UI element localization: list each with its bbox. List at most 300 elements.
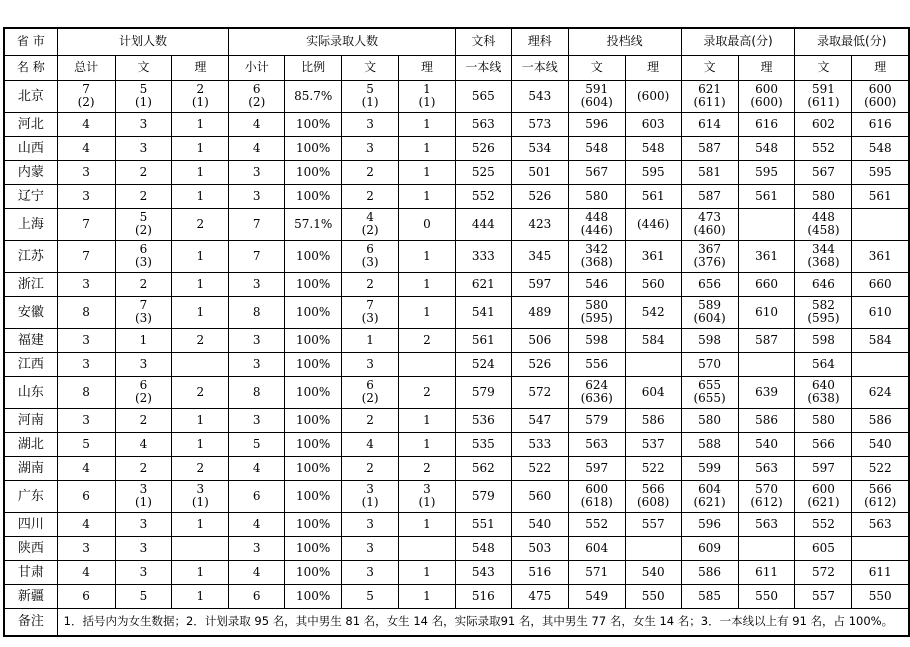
min-li-value: 566 <box>868 482 892 496</box>
actual-ratio-cell <box>285 376 342 408</box>
max-wen-value: 367 <box>698 242 722 256</box>
actual-li-cell <box>399 456 456 480</box>
actual-li-cell <box>399 376 456 408</box>
actual-li-cell <box>399 240 456 272</box>
actual-wen-cell <box>342 328 399 352</box>
actual-wen-cell <box>342 80 399 112</box>
max-li-value: 600 <box>755 82 778 96</box>
actual-li-value: 1 <box>423 82 431 96</box>
table-row <box>4 408 909 432</box>
actual-subtotal-value: 7 <box>252 216 261 231</box>
header-wen-line-top: 文科 <box>455 28 511 55</box>
toudang-li-female-value: (608) <box>637 495 670 509</box>
actual-subtotal-value: 7 <box>252 248 261 263</box>
actual-ratio-cell <box>285 136 342 160</box>
min-li-cell <box>852 480 909 512</box>
actual-subtotal-value: 3 <box>252 356 261 371</box>
li-line-value: 547 <box>528 412 552 427</box>
actual-ratio-value: 100% <box>296 540 331 555</box>
province-cell: 山东 <box>4 376 57 408</box>
toudang-wen-value: 567 <box>585 164 609 179</box>
max-wen-female-value: (460) <box>693 223 726 237</box>
max-li-cell <box>738 184 795 208</box>
plan-wen-value: 3 <box>139 140 148 155</box>
toudang-li-cell <box>625 456 681 480</box>
actual-li-value: 1 <box>423 588 431 603</box>
toudang-wen-value: 597 <box>585 460 609 475</box>
actual-subtotal-cell <box>229 584 285 608</box>
toudang-li-cell <box>625 328 681 352</box>
actual-subtotal-value: 3 <box>252 332 261 347</box>
max-wen-cell <box>681 184 738 208</box>
actual-wen-value: 7 <box>366 298 374 312</box>
wen-line-cell <box>455 328 511 352</box>
plan-total-value: 8 <box>82 384 90 399</box>
province-cell: 北京 <box>4 80 57 112</box>
actual-subtotal-value: 4 <box>252 460 261 475</box>
province-cell: 广东 <box>4 480 57 512</box>
actual-subtotal-cell <box>229 432 285 456</box>
max-li-cell <box>738 136 795 160</box>
actual-ratio-cell <box>285 160 342 184</box>
plan-wen-female-value: (3) <box>134 311 152 325</box>
plan-li-value: 2 <box>196 216 205 231</box>
actual-ratio-value: 100% <box>296 332 331 347</box>
wen-line-cell <box>455 296 511 328</box>
plan-wen-cell <box>115 456 172 480</box>
table-row <box>4 208 909 240</box>
min-wen-cell <box>795 376 852 408</box>
min-li-value: 586 <box>868 412 892 427</box>
actual-subtotal-value: 6 <box>252 82 261 96</box>
actual-wen-value: 5 <box>366 588 374 603</box>
max-wen-value: 621 <box>698 82 722 96</box>
toudang-wen-cell <box>568 456 625 480</box>
plan-total-value: 3 <box>82 540 90 555</box>
min-li-cell <box>852 80 909 112</box>
plan-li-cell <box>172 272 229 296</box>
actual-li-value: 1 <box>423 140 431 155</box>
li-line-value: 534 <box>528 140 552 155</box>
max-wen-female-value: (655) <box>693 391 726 405</box>
plan-total-value: 5 <box>82 436 90 451</box>
plan-li-value: 1 <box>196 116 205 131</box>
actual-li-female-value: (1) <box>418 495 436 509</box>
plan-total-cell <box>57 536 115 560</box>
plan-total-value: 4 <box>82 140 90 155</box>
actual-ratio-cell <box>285 272 342 296</box>
plan-li-value: 2 <box>196 460 205 475</box>
toudang-wen-female-value: (368) <box>580 255 613 269</box>
actual-wen-cell <box>342 272 399 296</box>
actual-li-female-value: (1) <box>418 95 436 109</box>
header-max-li: 理 <box>738 55 795 80</box>
actual-wen-cell <box>342 456 399 480</box>
province-cell: 四川 <box>4 512 57 536</box>
plan-wen-cell <box>115 536 172 560</box>
table-row <box>4 240 909 272</box>
plan-li-value: 1 <box>196 516 205 531</box>
max-li-cell <box>738 272 795 296</box>
actual-li-cell <box>399 584 456 608</box>
wen-line-cell <box>455 160 511 184</box>
plan-wen-female-value: (2) <box>134 223 152 237</box>
actual-li-cell <box>399 80 456 112</box>
plan-wen-value: 3 <box>139 356 148 371</box>
plan-li-value: 1 <box>196 564 205 579</box>
actual-wen-cell <box>342 112 399 136</box>
plan-wen-value: 5 <box>139 210 148 224</box>
min-wen-female-value: (621) <box>807 495 840 509</box>
wen-line-cell <box>455 480 511 512</box>
table-row <box>4 376 909 408</box>
max-li-cell <box>738 112 795 136</box>
max-wen-cell <box>681 432 738 456</box>
toudang-li-value: 603 <box>641 116 665 131</box>
toudang-wen-value: 604 <box>585 540 609 555</box>
header-li-line-bottom: 一本线 <box>511 55 568 80</box>
max-li-value: 639 <box>755 384 778 399</box>
actual-wen-female-value: (1) <box>361 495 379 509</box>
actual-ratio-value: 100% <box>296 304 331 319</box>
max-wen-female-value: (621) <box>693 495 726 509</box>
max-wen-cell <box>681 328 738 352</box>
actual-li-cell <box>399 296 456 328</box>
li-line-value: 533 <box>528 436 552 451</box>
admission-table <box>3 27 910 637</box>
table-row <box>4 352 909 376</box>
plan-wen-value: 2 <box>139 460 148 475</box>
plan-wen-value: 6 <box>139 378 148 392</box>
max-wen-cell <box>681 584 738 608</box>
actual-subtotal-value: 3 <box>252 188 261 203</box>
plan-wen-value: 2 <box>139 412 148 427</box>
plan-total-cell <box>57 240 115 272</box>
min-wen-cell <box>795 432 852 456</box>
min-wen-cell <box>795 112 852 136</box>
max-li-cell <box>738 160 795 184</box>
header-plan-wen: 文 <box>115 55 172 80</box>
plan-wen-cell <box>115 352 172 376</box>
toudang-wen-cell <box>568 328 625 352</box>
max-wen-cell <box>681 408 738 432</box>
plan-total-value: 4 <box>82 460 90 475</box>
min-wen-cell <box>795 536 852 560</box>
plan-li-value: 1 <box>196 436 205 451</box>
header-actual-subtotal: 小计 <box>229 55 285 80</box>
province-cell: 内蒙 <box>4 160 57 184</box>
header-actual-ratio: 比例 <box>285 55 342 80</box>
max-wen-cell <box>681 240 738 272</box>
actual-ratio-value: 100% <box>296 116 331 131</box>
toudang-li-cell <box>625 560 681 584</box>
table-row <box>4 136 909 160</box>
plan-wen-value: 3 <box>139 516 148 531</box>
actual-li-cell <box>399 208 456 240</box>
wen-line-value: 579 <box>471 384 495 399</box>
actual-wen-value: 3 <box>366 564 374 579</box>
max-li-value: 610 <box>755 304 778 319</box>
toudang-li-value: 537 <box>641 436 665 451</box>
table-row <box>4 112 909 136</box>
plan-wen-value: 3 <box>139 540 148 555</box>
plan-total-cell <box>57 512 115 536</box>
min-li-value: 561 <box>868 188 892 203</box>
li-line-cell <box>511 136 568 160</box>
actual-subtotal-cell <box>229 560 285 584</box>
header-max-group: 录取最高(分) <box>681 28 795 55</box>
actual-wen-female-value: (2) <box>361 391 379 405</box>
li-line-cell <box>511 184 568 208</box>
plan-wen-cell <box>115 208 172 240</box>
plan-li-cell <box>172 328 229 352</box>
plan-total-cell <box>57 296 115 328</box>
min-wen-cell <box>795 456 852 480</box>
max-li-cell <box>738 328 795 352</box>
li-line-value: 526 <box>528 356 552 371</box>
toudang-li-value: 566 <box>641 482 665 496</box>
plan-total-cell <box>57 328 115 352</box>
li-line-cell <box>511 480 568 512</box>
toudang-wen-cell <box>568 160 625 184</box>
wen-line-cell <box>455 376 511 408</box>
actual-wen-value: 2 <box>366 276 374 291</box>
actual-wen-value: 2 <box>366 460 374 475</box>
plan-total-cell <box>57 432 115 456</box>
actual-ratio-value: 100% <box>296 588 331 603</box>
plan-total-value: 3 <box>82 276 90 291</box>
wen-line-value: 541 <box>471 304 495 319</box>
wen-line-value: 548 <box>471 540 495 555</box>
max-wen-value: 587 <box>698 188 722 203</box>
plan-li-value: 1 <box>196 276 205 291</box>
min-wen-value: 598 <box>812 332 835 347</box>
plan-total-value: 8 <box>82 304 90 319</box>
plan-li-cell <box>172 352 229 376</box>
table-row <box>4 536 909 560</box>
min-li-value: 611 <box>868 564 892 579</box>
province-cell: 陕西 <box>4 536 57 560</box>
actual-wen-value: 3 <box>366 356 374 371</box>
wen-line-cell <box>455 112 511 136</box>
table-row <box>4 432 909 456</box>
min-li-cell <box>852 328 909 352</box>
actual-wen-value: 4 <box>366 210 374 224</box>
li-line-cell <box>511 240 568 272</box>
toudang-li-value: 542 <box>641 304 665 319</box>
max-wen-value: 588 <box>698 436 722 451</box>
max-li-value: 570 <box>755 482 778 496</box>
actual-li-cell <box>399 432 456 456</box>
actual-subtotal-cell <box>229 480 285 512</box>
min-wen-cell <box>795 408 852 432</box>
min-wen-cell <box>795 352 852 376</box>
toudang-li-cell <box>625 112 681 136</box>
actual-wen-cell <box>342 584 399 608</box>
max-wen-value: 614 <box>698 116 722 131</box>
actual-subtotal-cell <box>229 456 285 480</box>
header-toudang-wen: 文 <box>568 55 625 80</box>
max-li-value: 587 <box>755 332 778 347</box>
toudang-li-cell <box>625 160 681 184</box>
plan-wen-cell <box>115 112 172 136</box>
header-max-wen: 文 <box>681 55 738 80</box>
toudang-wen-female-value: (604) <box>580 95 613 109</box>
max-li-female-value: (612) <box>750 495 783 509</box>
actual-subtotal-value: 3 <box>252 276 261 291</box>
table-row <box>4 272 909 296</box>
max-li-value: 660 <box>755 276 778 291</box>
header-wen-line-bottom: 一本线 <box>455 55 511 80</box>
min-wen-value: 566 <box>812 436 835 451</box>
min-wen-female-value: (595) <box>807 311 840 325</box>
plan-li-value: 1 <box>196 164 205 179</box>
toudang-li-value: 604 <box>641 384 665 399</box>
max-li-cell <box>738 512 795 536</box>
province-cell: 河南 <box>4 408 57 432</box>
max-li-value: 616 <box>755 116 778 131</box>
max-wen-value: 604 <box>698 482 722 496</box>
plan-wen-cell <box>115 480 172 512</box>
li-line-cell <box>511 584 568 608</box>
actual-li-cell <box>399 480 456 512</box>
toudang-wen-value: 571 <box>585 564 609 579</box>
actual-ratio-cell <box>285 512 342 536</box>
plan-wen-female-value: (3) <box>134 255 152 269</box>
plan-total-value: 3 <box>82 356 90 371</box>
actual-ratio-cell <box>285 408 342 432</box>
actual-subtotal-value: 5 <box>252 436 261 451</box>
min-wen-value: 646 <box>812 276 835 291</box>
province-cell: 湖北 <box>4 432 57 456</box>
max-li-value: 361 <box>755 248 778 263</box>
wen-line-cell <box>455 80 511 112</box>
li-line-cell <box>511 112 568 136</box>
toudang-wen-cell <box>568 240 625 272</box>
max-li-female-value: (600) <box>750 95 783 109</box>
min-wen-cell <box>795 80 852 112</box>
plan-li-cell <box>172 184 229 208</box>
min-wen-value: 580 <box>812 188 835 203</box>
min-li-cell <box>852 536 909 560</box>
toudang-li-value: 557 <box>641 516 665 531</box>
table-row <box>4 480 909 512</box>
min-wen-female-value: (368) <box>807 255 840 269</box>
table-row <box>4 560 909 584</box>
actual-ratio-cell <box>285 456 342 480</box>
min-li-value: 584 <box>868 332 892 347</box>
actual-wen-cell <box>342 432 399 456</box>
max-li-value: 561 <box>755 188 778 203</box>
max-li-cell <box>738 240 795 272</box>
plan-li-cell <box>172 80 229 112</box>
plan-wen-cell <box>115 408 172 432</box>
toudang-wen-female-value: (636) <box>580 391 613 405</box>
plan-total-cell <box>57 160 115 184</box>
max-li-value: 595 <box>755 164 778 179</box>
max-li-cell <box>738 80 795 112</box>
actual-subtotal-cell <box>229 240 285 272</box>
actual-wen-cell <box>342 536 399 560</box>
actual-li-value: 0 <box>423 216 431 231</box>
actual-subtotal-cell <box>229 408 285 432</box>
actual-ratio-value: 100% <box>296 248 331 263</box>
toudang-wen-cell <box>568 432 625 456</box>
wen-line-cell <box>455 352 511 376</box>
max-li-value: 540 <box>755 436 778 451</box>
li-line-cell <box>511 160 568 184</box>
actual-wen-value: 3 <box>366 516 374 531</box>
wen-line-value: 333 <box>471 248 495 263</box>
actual-wen-value: 2 <box>366 164 374 179</box>
plan-total-cell <box>57 560 115 584</box>
plan-total-value: 7 <box>82 248 90 263</box>
actual-li-cell <box>399 160 456 184</box>
max-li-value: 563 <box>755 460 778 475</box>
toudang-wen-cell <box>568 208 625 240</box>
plan-li-value: 1 <box>196 188 205 203</box>
actual-ratio-value: 100% <box>296 384 331 399</box>
li-line-value: 540 <box>528 516 552 531</box>
wen-line-value: 621 <box>471 276 495 291</box>
actual-subtotal-value: 6 <box>252 488 261 503</box>
min-li-cell <box>852 184 909 208</box>
actual-li-value: 1 <box>423 116 431 131</box>
max-li-cell <box>738 296 795 328</box>
plan-wen-value: 2 <box>139 164 148 179</box>
plan-total-value: 3 <box>82 332 90 347</box>
actual-subtotal-value: 4 <box>252 564 261 579</box>
toudang-wen-value: 580 <box>585 298 609 312</box>
toudang-li-cell <box>625 352 681 376</box>
toudang-li-value: 560 <box>641 276 665 291</box>
toudang-wen-female-value: (446) <box>580 223 613 237</box>
toudang-wen-value: 579 <box>585 412 609 427</box>
actual-wen-value: 5 <box>366 82 374 96</box>
li-line-value: 572 <box>528 384 552 399</box>
plan-li-cell <box>172 296 229 328</box>
plan-li-female-value: (1) <box>191 95 209 109</box>
toudang-wen-value: 556 <box>585 356 609 371</box>
toudang-wen-value: 546 <box>585 276 609 291</box>
min-wen-value: 564 <box>812 356 835 371</box>
actual-wen-female-value: (3) <box>361 255 379 269</box>
toudang-li-cell <box>625 536 681 560</box>
plan-wen-value: 6 <box>139 242 148 256</box>
actual-ratio-cell <box>285 80 342 112</box>
max-wen-cell <box>681 480 738 512</box>
wen-line-cell <box>455 208 511 240</box>
toudang-li-cell <box>625 376 681 408</box>
plan-total-cell <box>57 352 115 376</box>
toudang-wen-value: 342 <box>585 242 609 256</box>
toudang-wen-cell <box>568 584 625 608</box>
wen-line-cell <box>455 408 511 432</box>
wen-line-value: 524 <box>471 356 495 371</box>
actual-wen-female-value: (1) <box>361 95 379 109</box>
li-line-value: 526 <box>528 188 552 203</box>
actual-subtotal-cell <box>229 352 285 376</box>
actual-li-cell <box>399 328 456 352</box>
actual-ratio-cell <box>285 240 342 272</box>
wen-line-value: 565 <box>471 88 495 103</box>
max-li-cell <box>738 376 795 408</box>
actual-ratio-value: 57.1% <box>294 216 333 231</box>
plan-total-cell <box>57 136 115 160</box>
min-li-value: 616 <box>868 116 892 131</box>
plan-wen-cell <box>115 184 172 208</box>
actual-wen-cell <box>342 480 399 512</box>
